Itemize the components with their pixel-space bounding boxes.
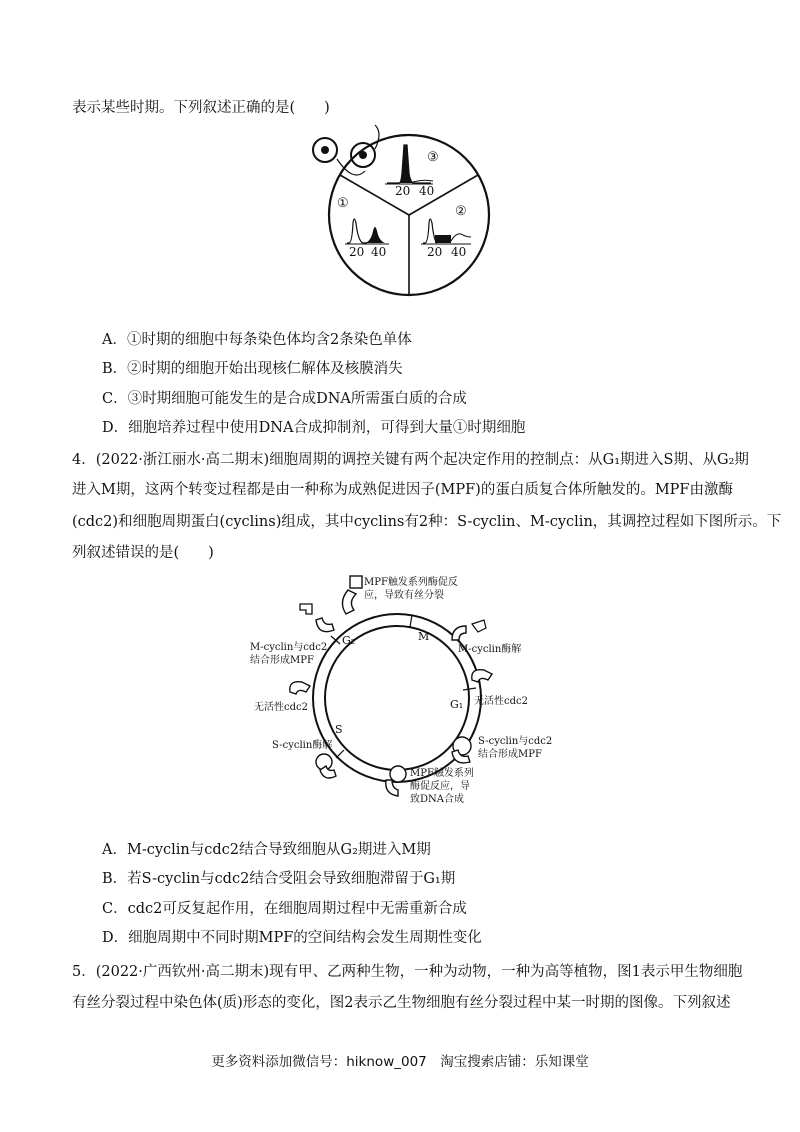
q3-option-b: B．②时期的细胞开始出现核仁解体及核膜消失 [102,361,403,377]
mcyclin-deg-crescent [452,626,466,640]
q4-line-2: 进入M期，这两个转变过程都是由一种称为成熟促进因子(MPF)的蛋白质复合体所触发的。MPF由激酶 [72,482,733,498]
mcyclin-deg-label: M-cyclin酶解 [458,644,522,655]
footer-note: 更多资料添加微信号：hiknow_007 淘宝搜索店铺：乐知课堂 [211,1054,589,1070]
histogram-3-tail [413,180,433,182]
mpf-top-crescent [342,590,356,614]
hist3-tick-20: 20 [395,184,411,198]
mcyclin-bind-crescent [316,618,334,632]
region-1-label: ① [337,196,349,211]
mcyclin-bind-label-2: 结合形成MPF [250,655,314,666]
histogram-2-tail [451,234,471,241]
bottom-label-3: 致DNA合成 [410,794,464,805]
q4-option-c: C．cdc2可反复起作用，在细胞周期过程中无需重新合成 [102,901,467,917]
phase-m-label: M [418,630,430,643]
q3-option-a: A．①时期的细胞中每条染色体均含2条染色单体 [102,332,412,348]
phase-g2-label: G₂ [342,634,356,647]
inactive-cdc2-left-shape [290,682,310,694]
histogram-1-outline [347,219,367,243]
region-3-label: ③ [427,150,439,165]
figure-1-dna-histogram-pie [305,123,495,298]
bottom-label-2: 酶促反应，导 [410,781,470,792]
histogram-2 [435,235,451,243]
hist1-tick-40: 40 [371,245,387,259]
ring-tick-m [410,615,412,627]
q3-option-c: C．③时期细胞可能发生的是合成DNA所需蛋白质的合成 [102,391,467,407]
histogram-1 [365,227,385,243]
phase-s-label: S [335,723,343,736]
histogram-2-outline [423,219,437,243]
q4-option-d: D．细胞周期中不同时期MPF的空间结构会发生周期性变化 [102,930,482,946]
q4-option-b: B．若S-cyclin与cdc2结合受阻会导致细胞滞留于G₁期 [102,871,456,887]
top-label-2: 应，导致有丝分裂 [364,590,444,601]
phase-g1-label: G₁ [450,698,464,711]
scyclin-deg-label: S-cyclin酶解 [272,740,333,751]
q5-line-1: 5．(2022·广西钦州·高二期末)现有甲、乙两种生物，一种为动物，一种为高等植物，图1表示甲生物细胞 [72,964,743,980]
histogram-3 [387,145,431,183]
inactive-cdc2-left-label: 无活性cdc2 [254,702,308,713]
hist2-tick-40: 40 [451,245,467,259]
q4-line-3: (cdc2)和细胞周期蛋白(cyclins)组成，其中cyclins有2种：S-cyclin、M-cyclin，其调控过程如下图所示。下 [72,514,782,530]
figure-2-mpf-cycle [240,570,580,820]
hist2-tick-20: 20 [427,245,443,259]
mcyclin-bind-label-1: M-cyclin与cdc2 [250,642,328,653]
inactive-cdc2-right-shape [472,670,492,682]
q4-line-4: 列叙述错误的是( ) [72,545,214,561]
scyclin-bind-label-2: 结合形成MPF [478,749,542,760]
q4-line-1: 4．(2022·浙江丽水·高二期末)细胞周期的调控关键有两个起决定作用的控制点：从G₁期进入S期、从G₂期 [72,452,749,468]
intro-line: 表示某些时期。下列叙述正确的是( ) [72,100,330,116]
ring-tick-s [336,750,344,758]
cell-icon-1-nucleus [321,146,329,154]
q4-option-a: A．M-cyclin与cdc2结合导致细胞从G₂期进入M期 [102,842,431,858]
mpf-top-square [350,576,362,588]
hist3-tick-40: 40 [419,184,435,198]
q3-option-d: D．细胞培养过程中使用DNA合成抑制剂，可得到大量①时期细胞 [102,420,526,436]
top-label-1: MPF触发系列酶促反 [364,577,458,588]
mcyclin-bind-square [300,604,312,614]
q5-line-2: 有丝分裂过程中染色体(质)形态的变化，图2表示乙生物细胞有丝分裂过程中某一时期的图像。下列叙述 [72,995,731,1011]
cycle-ring-inner [325,626,469,770]
inactive-cdc2-right-label: 无活性cdc2 [474,696,528,707]
bottom-label-1: MPF触发系列 [410,768,474,779]
mcyclin-deg-fragment [472,620,486,632]
hist1-tick-20: 20 [349,245,365,259]
region-2-label: ② [455,204,467,219]
scyclin-bind-label-1: S-cyclin与cdc2 [478,736,553,747]
